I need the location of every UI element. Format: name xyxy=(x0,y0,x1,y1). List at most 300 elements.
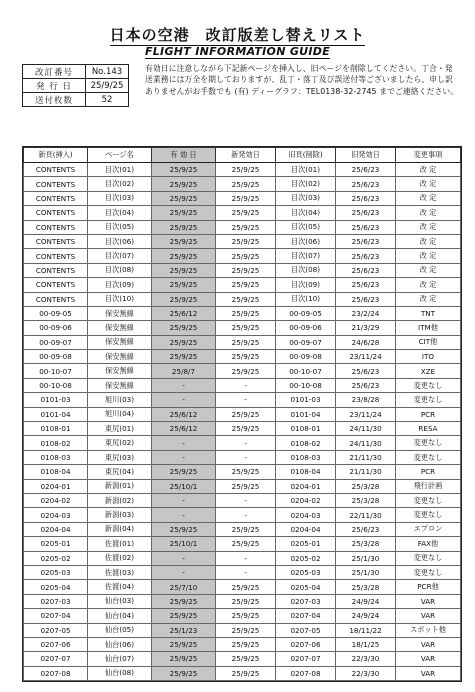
table-row xyxy=(24,565,461,579)
table-cell: 25/6/23 xyxy=(336,206,396,220)
table-row xyxy=(24,335,461,349)
table-row xyxy=(24,263,461,277)
table-cell: RESA xyxy=(396,422,461,436)
table-cell: 25/9/25 xyxy=(152,249,216,263)
table-cell: 佐渡(04) xyxy=(88,580,152,594)
table-cell: 25/9/25 xyxy=(216,335,276,349)
table-cell: 目次(09) xyxy=(276,278,336,292)
table-cell: - xyxy=(216,450,276,464)
table-cell: VAR xyxy=(396,609,461,623)
table-cell: 25/9/25 xyxy=(152,350,216,364)
table-row xyxy=(24,321,461,335)
table-cell: 25/1/30 xyxy=(336,565,396,579)
table-row xyxy=(24,364,461,378)
table-row xyxy=(24,465,461,479)
table-row xyxy=(24,163,461,177)
table-cell: 0204-04 xyxy=(24,522,88,536)
table-cell: 保安無線 xyxy=(88,306,152,320)
table-cell: 25/9/25 xyxy=(216,364,276,378)
table-cell: ITM他 xyxy=(396,321,461,335)
table-cell: 東尻(04) xyxy=(88,465,152,479)
table-cell: 25/6/23 xyxy=(336,263,396,277)
table-cell: 25/9/25 xyxy=(152,335,216,349)
table-cell: 25/9/25 xyxy=(216,422,276,436)
column-header: 有 効 日 xyxy=(152,148,216,163)
issue-date-row xyxy=(23,79,129,93)
table-cell: CONTENTS xyxy=(24,177,88,191)
table-cell: 仙台(04) xyxy=(88,609,152,623)
table-cell: 00-09-06 xyxy=(276,321,336,335)
table-cell: 25/9/25 xyxy=(216,177,276,191)
table-row xyxy=(24,580,461,594)
table-row xyxy=(24,652,461,666)
table-cell: 保安無線 xyxy=(88,335,152,349)
table-cell: 22/3/30 xyxy=(336,652,396,666)
table-cell: 0204-01 xyxy=(24,479,88,493)
table-cell: CONTENTS xyxy=(24,234,88,248)
page-title: 日本の空港 改訂版差し替えリスト xyxy=(109,26,366,44)
table-cell: 00-10-07 xyxy=(276,364,336,378)
column-header: 新頁(挿入) xyxy=(24,148,88,163)
meta-label: 発 行 日 xyxy=(23,79,86,93)
table-cell: - xyxy=(216,508,276,522)
table-row xyxy=(24,220,461,234)
table-cell: 東尻(03) xyxy=(88,450,152,464)
table-cell: 00-09-06 xyxy=(24,321,88,335)
table-cell: 25/6/23 xyxy=(336,378,396,392)
table-cell: 25/9/25 xyxy=(216,623,276,637)
table-cell: 0204-02 xyxy=(24,493,88,507)
table-row xyxy=(24,378,461,392)
table-cell: 旭川(03) xyxy=(88,393,152,407)
table-cell: 旭川(04) xyxy=(88,407,152,421)
table-cell: 23/11/24 xyxy=(336,407,396,421)
table-cell: 目次(04) xyxy=(276,206,336,220)
table-cell: 0205-01 xyxy=(24,537,88,551)
table-cell: 25/9/25 xyxy=(152,177,216,191)
table-cell: 0207-04 xyxy=(24,609,88,623)
table-cell: 25/9/25 xyxy=(216,306,276,320)
table-cell: 25/6/12 xyxy=(152,407,216,421)
table-cell: VAR xyxy=(396,666,461,680)
table-cell: 25/9/25 xyxy=(216,263,276,277)
table-cell: 仙台(07) xyxy=(88,652,152,666)
table-cell: 目次(07) xyxy=(88,249,152,263)
table-cell: 目次(09) xyxy=(88,278,152,292)
table-cell: CONTENTS xyxy=(24,163,88,177)
table-cell: 改 定 xyxy=(396,163,461,177)
column-header: 旧頁(削除) xyxy=(276,148,336,163)
table-cell: 23/11/24 xyxy=(336,350,396,364)
table-cell: 佐渡(01) xyxy=(88,537,152,551)
table-cell: 25/9/25 xyxy=(216,465,276,479)
table-cell: - xyxy=(152,436,216,450)
table-cell: 00-09-07 xyxy=(24,335,88,349)
table-cell: 25/9/25 xyxy=(216,350,276,364)
table-cell: 25/3/28 xyxy=(336,493,396,507)
table-cell: 25/6/23 xyxy=(336,234,396,248)
page-subtitle: FLIGHT INFORMATION GUIDE xyxy=(144,45,331,58)
table-cell: 25/10/1 xyxy=(152,537,216,551)
table-cell: CONTENTS xyxy=(24,263,88,277)
table-cell: 目次(03) xyxy=(276,191,336,205)
table-cell: 25/9/25 xyxy=(152,191,216,205)
table-cell: 改 定 xyxy=(396,263,461,277)
table-cell: 25/9/25 xyxy=(216,666,276,680)
table-cell: 新潟(03) xyxy=(88,508,152,522)
table-row xyxy=(24,537,461,551)
table-cell: 変更なし xyxy=(396,378,461,392)
table-cell: 0108-03 xyxy=(276,450,336,464)
table-cell: 仙台(03) xyxy=(88,594,152,608)
table-cell: 0205-01 xyxy=(276,537,336,551)
table-cell: 仙台(05) xyxy=(88,623,152,637)
table-cell: 目次(05) xyxy=(88,220,152,234)
table-cell: 25/6/23 xyxy=(336,163,396,177)
meta-value: No.143 xyxy=(86,65,129,79)
table-cell: 25/6/12 xyxy=(152,306,216,320)
table-cell: 23/8/28 xyxy=(336,393,396,407)
table-cell: - xyxy=(216,565,276,579)
table-cell: 改 定 xyxy=(396,249,461,263)
table-cell: 24/11/30 xyxy=(336,436,396,450)
table-cell: TNT xyxy=(396,306,461,320)
table-cell: 改 定 xyxy=(396,177,461,191)
table-cell: 変更なし xyxy=(396,450,461,464)
table-cell: CONTENTS xyxy=(24,206,88,220)
replacement-list-table xyxy=(23,147,461,681)
table-cell: 25/3/28 xyxy=(336,537,396,551)
table-cell: 0204-03 xyxy=(276,508,336,522)
table-cell: 目次(02) xyxy=(88,177,152,191)
instruction-notice: 有効日に注意しながら下記新ページを挿入し、旧ページを削除してください。丁合・発送業務には万全を期しておりますが、乱丁・落丁及び誤送付等ございましたら、申し訳ありませんがお手数でも (有) ディーグラフ：TEL0138-32-2745 までご連絡ください。 xyxy=(145,64,459,96)
table-cell: 25/9/25 xyxy=(216,652,276,666)
table-row xyxy=(24,306,461,320)
table-cell: 25/9/25 xyxy=(152,292,216,306)
table-cell: 25/6/23 xyxy=(336,278,396,292)
table-cell: 25/9/25 xyxy=(152,220,216,234)
table-cell: 25/9/25 xyxy=(216,637,276,651)
table-cell: FAX他 xyxy=(396,537,461,551)
table-cell: - xyxy=(152,551,216,565)
table-row xyxy=(24,493,461,507)
table-cell: 25/9/25 xyxy=(216,594,276,608)
table-cell: - xyxy=(216,551,276,565)
table-cell: 0207-08 xyxy=(24,666,88,680)
table-cell: 25/9/25 xyxy=(152,206,216,220)
table-cell: VAR xyxy=(396,637,461,651)
table-cell: 25/9/25 xyxy=(216,522,276,536)
table-cell: 25/9/25 xyxy=(216,163,276,177)
table-cell: 00-09-08 xyxy=(276,350,336,364)
table-row xyxy=(24,177,461,191)
table-cell: 25/9/25 xyxy=(216,191,276,205)
table-cell: ITO xyxy=(396,350,461,364)
table-cell: 22/3/30 xyxy=(336,666,396,680)
table-cell: - xyxy=(216,378,276,392)
table-cell: 目次(08) xyxy=(88,263,152,277)
table-cell: 25/9/25 xyxy=(216,278,276,292)
table-cell: 目次(04) xyxy=(88,206,152,220)
table-cell: 0207-06 xyxy=(24,637,88,651)
table-cell: 0204-03 xyxy=(24,508,88,522)
table-cell: 0207-04 xyxy=(276,609,336,623)
table-row xyxy=(24,393,461,407)
table-cell: 25/3/28 xyxy=(336,479,396,493)
table-cell: - xyxy=(216,393,276,407)
table-cell: 0108-01 xyxy=(24,422,88,436)
table-cell: 目次(06) xyxy=(88,234,152,248)
table-cell: 25/9/25 xyxy=(216,479,276,493)
meta-label: 改訂番号 xyxy=(23,65,86,79)
table-row xyxy=(24,479,461,493)
table-cell: 0207-07 xyxy=(24,652,88,666)
table-cell: 0101-03 xyxy=(24,393,88,407)
table-cell: エプロン xyxy=(396,522,461,536)
table-row xyxy=(24,508,461,522)
table-cell: 25/9/25 xyxy=(152,609,216,623)
meta-label: 送付枚数 xyxy=(23,93,86,107)
table-cell: 東尻(01) xyxy=(88,422,152,436)
table-cell: 改 定 xyxy=(396,220,461,234)
table-cell: XZE xyxy=(396,364,461,378)
table-cell: 25/9/25 xyxy=(216,609,276,623)
table-cell: 00-09-05 xyxy=(24,306,88,320)
table-cell: 25/9/25 xyxy=(152,637,216,651)
table-cell: 00-10-08 xyxy=(276,378,336,392)
table-row xyxy=(24,206,461,220)
table-cell: 23/2/24 xyxy=(336,306,396,320)
table-cell: 仙台(06) xyxy=(88,637,152,651)
table-row xyxy=(24,422,461,436)
table-row xyxy=(24,623,461,637)
table-cell: - xyxy=(152,508,216,522)
table-row xyxy=(24,609,461,623)
table-cell: 0207-03 xyxy=(276,594,336,608)
table-cell: - xyxy=(216,436,276,450)
column-header: 変更事項 xyxy=(396,148,461,163)
table-cell: 21/11/30 xyxy=(336,465,396,479)
table-cell: CIT他 xyxy=(396,335,461,349)
table-cell: 飛行計画 xyxy=(396,479,461,493)
table-cell: 目次(01) xyxy=(276,163,336,177)
meta-value: 25/9/25 xyxy=(86,79,129,93)
table-cell: 25/1/30 xyxy=(336,551,396,565)
table-cell: 0205-03 xyxy=(276,565,336,579)
table-cell: VAR xyxy=(396,594,461,608)
revision-number-row xyxy=(23,65,129,79)
table-cell: 25/9/25 xyxy=(152,321,216,335)
column-header: ページ名 xyxy=(88,148,152,163)
table-cell: スポット他 xyxy=(396,623,461,637)
table-cell: 0108-01 xyxy=(276,422,336,436)
table-cell: - xyxy=(152,493,216,507)
table-cell: 24/11/30 xyxy=(336,422,396,436)
table-row xyxy=(24,666,461,680)
table-cell: 25/9/25 xyxy=(152,465,216,479)
table-cell: 目次(02) xyxy=(276,177,336,191)
table-cell: 0207-07 xyxy=(276,652,336,666)
column-header: 旧発効日 xyxy=(336,148,396,163)
table-cell: 25/6/23 xyxy=(336,364,396,378)
table-cell: 24/9/24 xyxy=(336,594,396,608)
table-cell: 目次(08) xyxy=(276,263,336,277)
table-cell: 新潟(01) xyxy=(88,479,152,493)
table-cell: 0108-02 xyxy=(276,436,336,450)
table-cell: 24/6/28 xyxy=(336,335,396,349)
table-row xyxy=(24,450,461,464)
table-cell: 25/9/25 xyxy=(216,234,276,248)
table-cell: 00-09-08 xyxy=(24,350,88,364)
table-cell: 25/9/25 xyxy=(216,580,276,594)
table-cell: 変更なし xyxy=(396,393,461,407)
table-cell: 25/7/10 xyxy=(152,580,216,594)
table-cell: 25/9/25 xyxy=(152,163,216,177)
table-cell: 保安無線 xyxy=(88,321,152,335)
table-cell: 0207-08 xyxy=(276,666,336,680)
table-cell: 仙台(08) xyxy=(88,666,152,680)
table-cell: 0207-05 xyxy=(24,623,88,637)
table-cell: 25/10/1 xyxy=(152,479,216,493)
table-cell: 25/9/25 xyxy=(152,522,216,536)
table-cell: 25/9/25 xyxy=(216,292,276,306)
table-cell: PCR他 xyxy=(396,580,461,594)
table-cell: 25/3/28 xyxy=(336,580,396,594)
table-cell: 保安無線 xyxy=(88,364,152,378)
table-cell: 変更なし xyxy=(396,551,461,565)
table-row xyxy=(24,637,461,651)
table-cell: 25/6/12 xyxy=(152,422,216,436)
table-cell: 00-09-07 xyxy=(276,335,336,349)
table-cell: 0101-04 xyxy=(24,407,88,421)
table-cell: 改 定 xyxy=(396,234,461,248)
table-cell: - xyxy=(152,378,216,392)
table-cell: 25/6/23 xyxy=(336,177,396,191)
table-row xyxy=(24,292,461,306)
table-cell: 21/3/29 xyxy=(336,321,396,335)
table-cell: 0205-02 xyxy=(24,551,88,565)
table-cell: 25/9/25 xyxy=(152,594,216,608)
table-cell: 0108-02 xyxy=(24,436,88,450)
table-cell: CONTENTS xyxy=(24,292,88,306)
table-cell: - xyxy=(152,393,216,407)
table-cell: PCR xyxy=(396,465,461,479)
table-cell: 変更なし xyxy=(396,565,461,579)
table-cell: CONTENTS xyxy=(24,278,88,292)
table-cell: - xyxy=(152,565,216,579)
table-cell: 25/9/25 xyxy=(216,206,276,220)
table-cell: 0205-03 xyxy=(24,565,88,579)
table-cell: 0108-03 xyxy=(24,450,88,464)
table-row xyxy=(24,522,461,536)
table-cell: 目次(03) xyxy=(88,191,152,205)
table-cell: 0204-04 xyxy=(276,522,336,536)
table-row xyxy=(24,234,461,248)
table-header-row xyxy=(24,148,461,163)
table-body xyxy=(24,163,461,681)
table-cell: 0101-04 xyxy=(276,407,336,421)
table-cell: 22/11/30 xyxy=(336,508,396,522)
table-cell: 25/8/7 xyxy=(152,364,216,378)
table-cell: 目次(01) xyxy=(88,163,152,177)
table-row xyxy=(24,407,461,421)
table-cell: 24/9/24 xyxy=(336,609,396,623)
table-cell: 0108-04 xyxy=(276,465,336,479)
table-cell: 25/9/25 xyxy=(152,652,216,666)
table-cell: 25/9/25 xyxy=(152,666,216,680)
table-cell: 25/9/25 xyxy=(152,278,216,292)
table-cell: PCR xyxy=(396,407,461,421)
table-cell: 25/9/25 xyxy=(216,220,276,234)
table-cell: 25/6/23 xyxy=(336,220,396,234)
table-cell: - xyxy=(216,493,276,507)
table-row xyxy=(24,191,461,205)
table-cell: 佐渡(02) xyxy=(88,551,152,565)
table-cell: 25/9/25 xyxy=(152,234,216,248)
table-cell: 25/6/23 xyxy=(336,292,396,306)
table-cell: 00-10-08 xyxy=(24,378,88,392)
table-cell: 新潟(04) xyxy=(88,522,152,536)
table-cell: 変更なし xyxy=(396,436,461,450)
table-cell: 25/1/23 xyxy=(152,623,216,637)
table-row xyxy=(24,594,461,608)
table-cell: 18/1/25 xyxy=(336,637,396,651)
table-cell: 改 定 xyxy=(396,191,461,205)
table-cell: 目次(07) xyxy=(276,249,336,263)
table-cell: 0207-05 xyxy=(276,623,336,637)
table-cell: 25/9/25 xyxy=(216,249,276,263)
table-cell: 目次(05) xyxy=(276,220,336,234)
table-cell: 00-09-05 xyxy=(276,306,336,320)
table-cell: 0205-04 xyxy=(276,580,336,594)
table-cell: - xyxy=(152,450,216,464)
table-cell: 目次(06) xyxy=(276,234,336,248)
table-cell: 25/9/25 xyxy=(216,407,276,421)
column-header: 新発効日 xyxy=(216,148,276,163)
table-cell: 新潟(02) xyxy=(88,493,152,507)
table-row xyxy=(24,350,461,364)
table-cell: 00-10-07 xyxy=(24,364,88,378)
table-cell: 保安無線 xyxy=(88,378,152,392)
table-cell: 25/9/25 xyxy=(216,321,276,335)
table-cell: 25/6/23 xyxy=(336,191,396,205)
table-cell: CONTENTS xyxy=(24,249,88,263)
table-cell: 21/11/30 xyxy=(336,450,396,464)
table-cell: 0207-06 xyxy=(276,637,336,651)
table-cell: VAR xyxy=(396,652,461,666)
table-cell: 0205-04 xyxy=(24,580,88,594)
table-cell: 変更なし xyxy=(396,493,461,507)
table-cell: 変更なし xyxy=(396,508,461,522)
table-cell: 東尻(02) xyxy=(88,436,152,450)
table-cell: 目次(10) xyxy=(276,292,336,306)
table-cell: 0101-03 xyxy=(276,393,336,407)
table-cell: 0204-01 xyxy=(276,479,336,493)
table-cell: 改 定 xyxy=(396,206,461,220)
sheet-count-row xyxy=(23,93,129,107)
table-cell: 0204-02 xyxy=(276,493,336,507)
table-cell: 改 定 xyxy=(396,278,461,292)
table-cell: 0108-04 xyxy=(24,465,88,479)
table-row xyxy=(24,436,461,450)
meta-value: 52 xyxy=(86,93,129,107)
table-cell: 25/6/23 xyxy=(336,522,396,536)
table-cell: 保安無線 xyxy=(88,350,152,364)
table-cell: 25/6/23 xyxy=(336,249,396,263)
table-row xyxy=(24,278,461,292)
table-cell: CONTENTS xyxy=(24,220,88,234)
table-cell: CONTENTS xyxy=(24,191,88,205)
